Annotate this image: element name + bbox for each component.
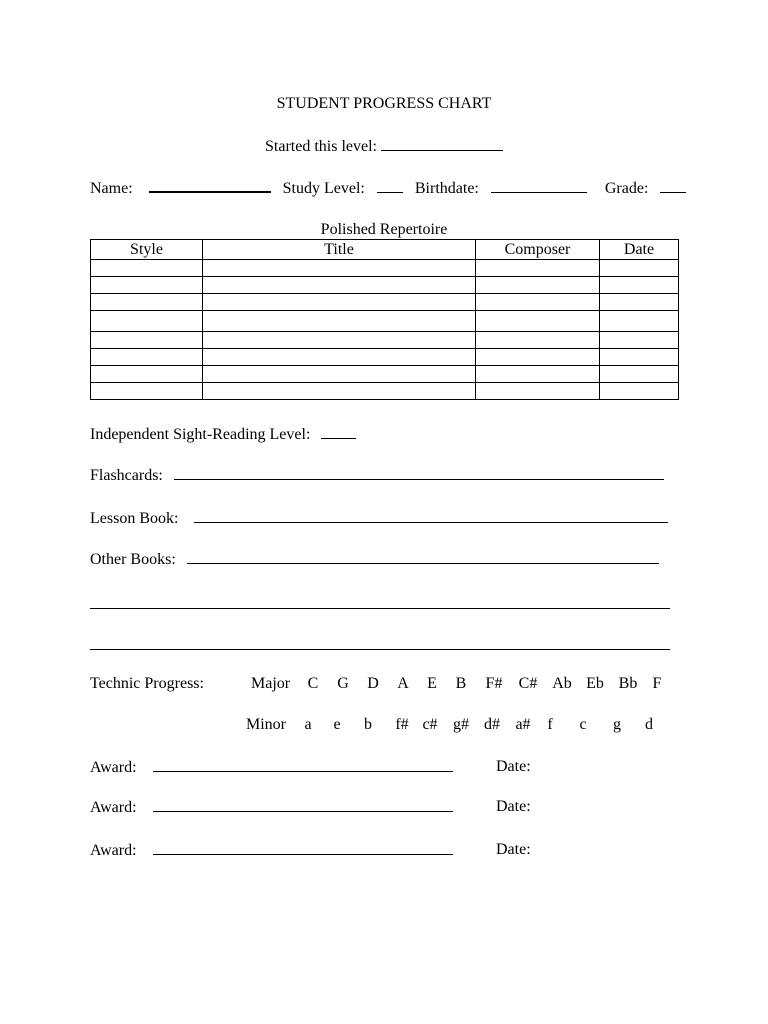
table-cell[interactable] bbox=[476, 349, 600, 366]
award-date-label: Date: bbox=[496, 841, 531, 858]
table-row bbox=[91, 366, 679, 383]
minor-key-b[interactable]: b bbox=[364, 716, 372, 733]
table-cell[interactable] bbox=[91, 332, 203, 349]
started-level-row bbox=[0, 137, 768, 156]
table-cell[interactable] bbox=[91, 311, 203, 332]
major-key-f-sharp[interactable]: F# bbox=[485, 675, 503, 692]
award-label: Award: bbox=[90, 759, 137, 776]
table-cell[interactable] bbox=[203, 332, 476, 349]
table-cell[interactable] bbox=[203, 349, 476, 366]
major-key-d[interactable]: D bbox=[367, 675, 379, 692]
table-row bbox=[91, 260, 679, 277]
minor-key-c-sharp[interactable]: c# bbox=[422, 716, 438, 733]
minor-key-g[interactable]: g bbox=[613, 716, 621, 733]
award-row bbox=[90, 841, 453, 860]
table-row bbox=[91, 277, 679, 294]
column-date: Date bbox=[600, 240, 679, 260]
table-cell[interactable] bbox=[91, 277, 203, 294]
table-row bbox=[91, 332, 679, 349]
minor-key-d[interactable]: d bbox=[645, 716, 653, 733]
technic-label: Technic Progress: bbox=[90, 675, 204, 692]
table-cell[interactable] bbox=[476, 366, 600, 383]
award-field[interactable] bbox=[153, 758, 453, 772]
major-key-c[interactable]: C bbox=[307, 675, 319, 692]
table-cell[interactable] bbox=[203, 260, 476, 277]
table-cell[interactable] bbox=[600, 277, 679, 294]
major-key-g[interactable]: G bbox=[337, 675, 349, 692]
table-cell[interactable] bbox=[476, 294, 600, 311]
major-key-f[interactable]: F bbox=[652, 675, 662, 692]
major-key-e[interactable]: E bbox=[427, 675, 437, 692]
award-label: Award: bbox=[90, 842, 137, 859]
grade-field[interactable] bbox=[660, 179, 686, 193]
minor-key-a[interactable]: a bbox=[304, 716, 312, 733]
award-field[interactable] bbox=[153, 798, 453, 812]
table-cell[interactable] bbox=[203, 277, 476, 294]
lesson-book-field[interactable] bbox=[194, 509, 668, 523]
table-cell[interactable] bbox=[91, 294, 203, 311]
study-level-field[interactable] bbox=[377, 179, 403, 193]
award-date-label: Date: bbox=[496, 798, 531, 815]
table-cell[interactable] bbox=[91, 260, 203, 277]
table-cell[interactable] bbox=[476, 383, 600, 400]
table-cell[interactable] bbox=[203, 366, 476, 383]
student-info-row bbox=[90, 178, 686, 198]
sight-reading-label: Independent Sight-Reading Level: bbox=[90, 426, 311, 443]
other-books-label: Other Books: bbox=[90, 551, 176, 568]
lesson-book-row bbox=[90, 509, 668, 528]
table-cell[interactable] bbox=[203, 294, 476, 311]
sight-reading-row bbox=[90, 425, 356, 444]
award-row bbox=[90, 758, 453, 777]
started-level-field[interactable] bbox=[381, 137, 503, 151]
flashcards-row bbox=[90, 466, 664, 485]
major-label: Major bbox=[251, 675, 291, 692]
major-key-b[interactable]: B bbox=[455, 675, 467, 692]
started-level-label: Started this level: bbox=[265, 138, 377, 155]
grade-label: Grade: bbox=[604, 180, 649, 197]
page-title: STUDENT PROGRESS CHART bbox=[276, 95, 492, 112]
table-cell[interactable] bbox=[600, 383, 679, 400]
study-level-label: Study Level: bbox=[282, 180, 365, 197]
table-cell[interactable] bbox=[203, 311, 476, 332]
table-cell[interactable] bbox=[600, 311, 679, 332]
table-cell[interactable] bbox=[600, 349, 679, 366]
table-cell[interactable] bbox=[476, 311, 600, 332]
column-style: Style bbox=[91, 240, 203, 260]
column-title: Title bbox=[203, 240, 476, 260]
name-field[interactable] bbox=[149, 178, 271, 193]
table-cell[interactable] bbox=[600, 294, 679, 311]
table-cell[interactable] bbox=[600, 260, 679, 277]
major-key-a-flat[interactable]: Ab bbox=[552, 675, 572, 692]
flashcards-label: Flashcards: bbox=[90, 467, 163, 484]
minor-key-c[interactable]: c bbox=[579, 716, 587, 733]
table-header-row bbox=[91, 240, 679, 260]
other-books-extra-line-1[interactable] bbox=[90, 608, 670, 609]
award-field[interactable] bbox=[153, 841, 453, 855]
minor-key-g-sharp[interactable]: g# bbox=[453, 716, 469, 733]
other-books-row bbox=[90, 550, 659, 569]
table-row bbox=[91, 311, 679, 332]
birthdate-label: Birthdate: bbox=[414, 180, 479, 197]
other-books-field[interactable] bbox=[187, 550, 659, 564]
minor-key-d-sharp[interactable]: d# bbox=[484, 716, 500, 733]
award-label: Award: bbox=[90, 799, 137, 816]
minor-key-f-sharp[interactable]: f# bbox=[395, 716, 409, 733]
minor-label: Minor bbox=[246, 716, 286, 733]
table-row bbox=[91, 349, 679, 366]
repertoire-table bbox=[90, 239, 679, 400]
sight-reading-field[interactable] bbox=[321, 425, 356, 439]
table-cell[interactable] bbox=[203, 383, 476, 400]
table-cell[interactable] bbox=[91, 349, 203, 366]
table-row bbox=[91, 294, 679, 311]
table-cell[interactable] bbox=[91, 383, 203, 400]
column-composer: Composer bbox=[476, 240, 600, 260]
table-row bbox=[91, 383, 679, 400]
lesson-book-label: Lesson Book: bbox=[90, 510, 179, 527]
major-key-b-flat[interactable]: Bb bbox=[618, 675, 638, 692]
table-cell[interactable] bbox=[600, 332, 679, 349]
major-key-e-flat[interactable]: Eb bbox=[586, 675, 604, 692]
major-key-c-sharp[interactable]: C# bbox=[518, 675, 538, 692]
name-label: Name: bbox=[90, 180, 133, 197]
award-row bbox=[90, 798, 453, 817]
table-cell[interactable] bbox=[476, 332, 600, 349]
minor-key-f[interactable]: f bbox=[547, 716, 553, 733]
flashcards-field[interactable] bbox=[174, 466, 664, 480]
other-books-extra-line-2[interactable] bbox=[90, 649, 670, 650]
award-date-label: Date: bbox=[496, 758, 531, 775]
table-cell[interactable] bbox=[600, 366, 679, 383]
table-cell[interactable] bbox=[91, 366, 203, 383]
table-cell[interactable] bbox=[476, 277, 600, 294]
table-cell[interactable] bbox=[476, 260, 600, 277]
repertoire-title: Polished Repertoire bbox=[320, 221, 448, 238]
minor-key-a-sharp[interactable]: a# bbox=[515, 716, 531, 733]
minor-key-e[interactable]: e bbox=[333, 716, 341, 733]
birthdate-field[interactable] bbox=[491, 179, 587, 193]
major-key-a[interactable]: A bbox=[397, 675, 409, 692]
